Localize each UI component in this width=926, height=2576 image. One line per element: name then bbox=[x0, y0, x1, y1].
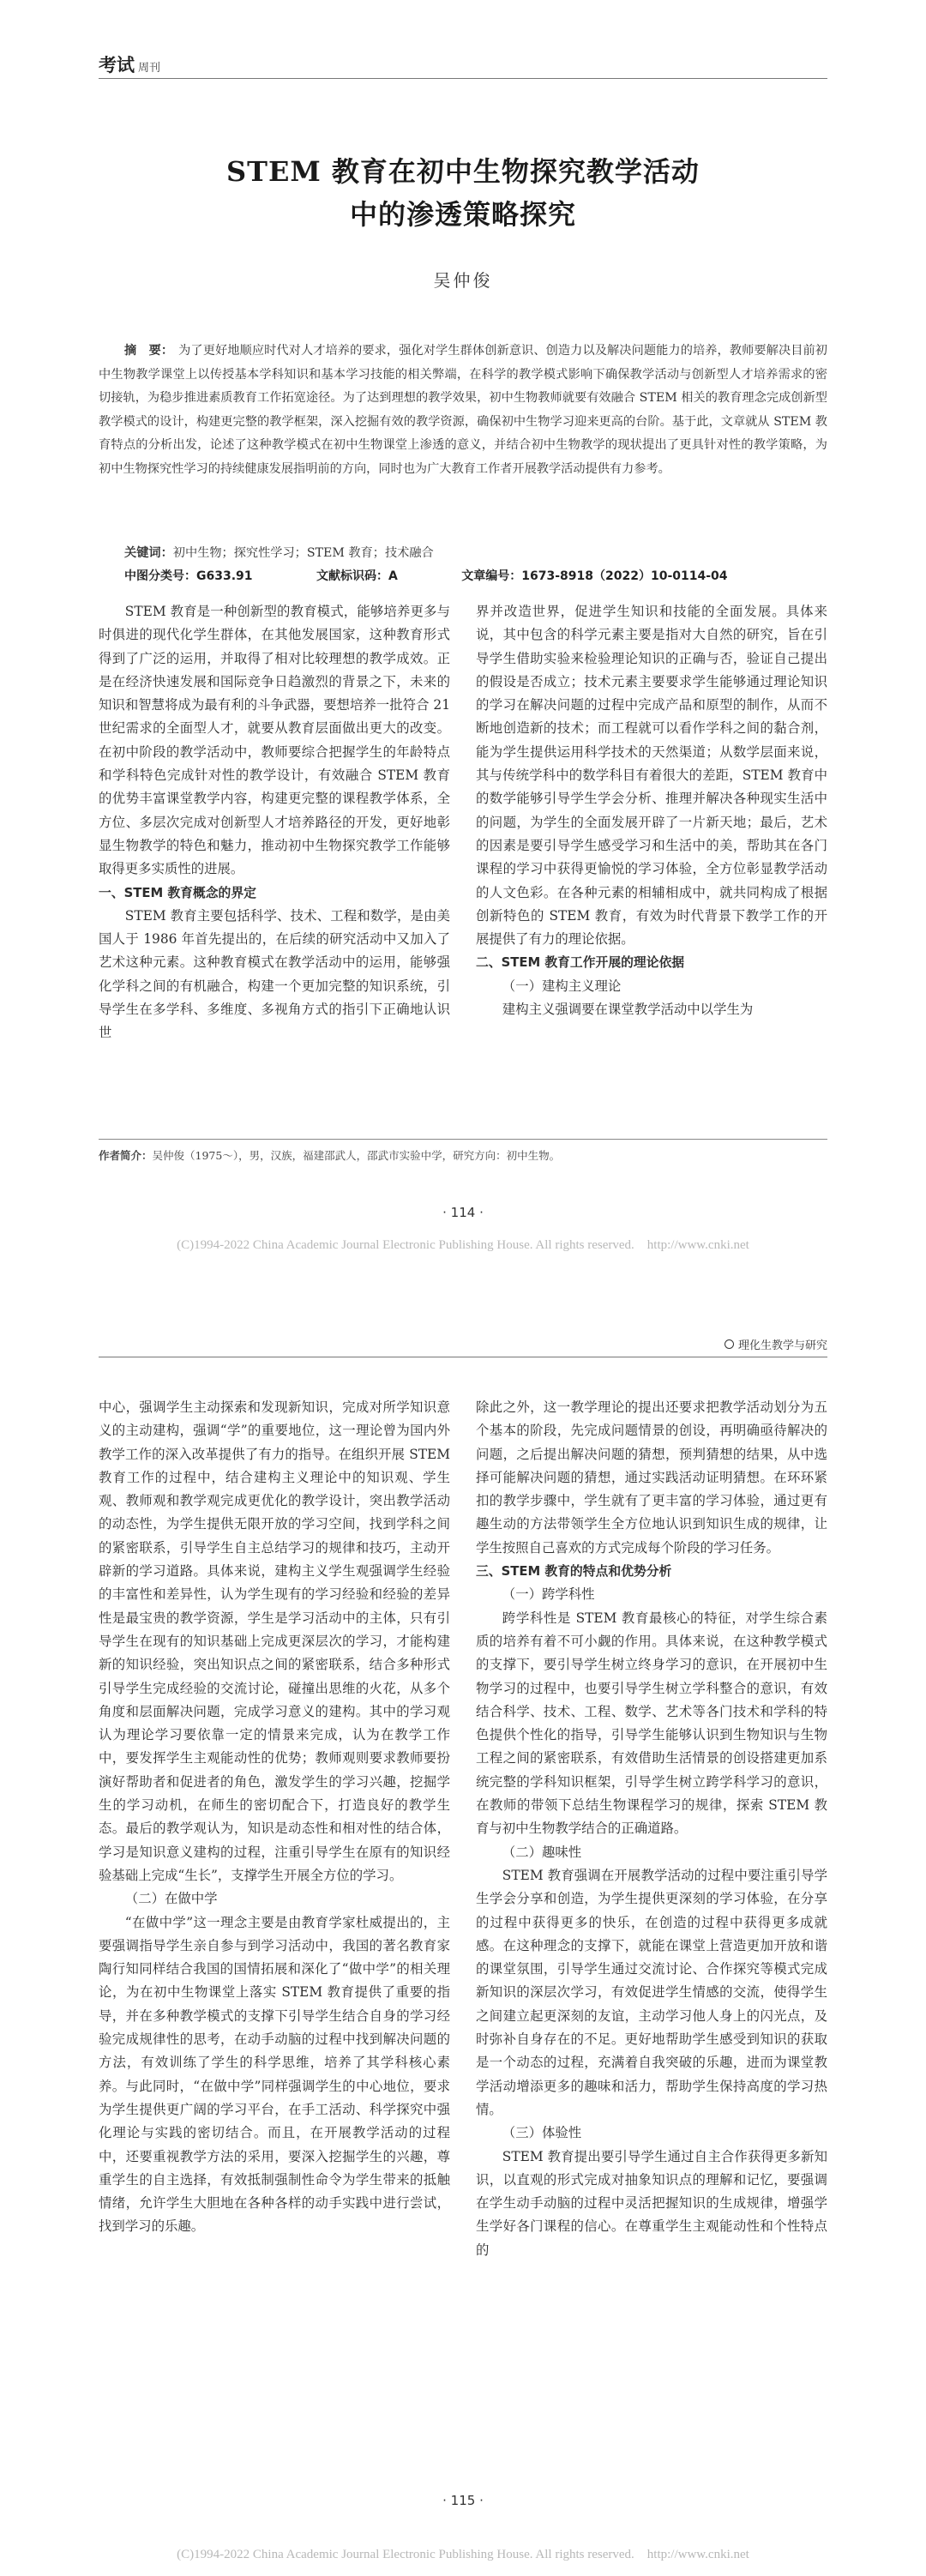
classification-line bbox=[124, 567, 788, 584]
section-heading: 二、STEM 教育工作开展的理论依据 bbox=[476, 955, 685, 971]
doc-code: 文献标识码：A bbox=[316, 569, 398, 583]
author-name: 吴仲俊 bbox=[433, 270, 493, 291]
paragraph: STEM 教育是一种创新型的教育模式，能够培养更多与时俱进的现代化学生群体，在其他发展国家，这种教育形式得到了广泛的运用，并取得了相对比较理想的教学成效。正是在经济快速发展和国际竞争日趋激烈的背景之下，未来的知识和智慧将成为最有利的斗争武器，要想培养一批符合 21 世纪需求的全面型人才，就要从教育层面做出更大的改变。在初中阶段的教学活动中，教师要综合把握学生的年龄特点和学科特色完成针对性的教学设计，有效融合 STEM 教育的优势丰富课堂教学内容，构建更完整的课程教学体系，全方位、多层次完成对创新型人才培养路径的开发，更好地彰显生物教学的特色和魅力，推动初中生物探究教学工作能够取得更多实质性的进展。 bbox=[99, 604, 450, 877]
class-number: 中图分类号：G633.91 bbox=[124, 569, 253, 583]
copyright-watermark: (C)1994-2022 China Academic Journal Electronic Publishing House. All rights reserved. http://www.cnki.net bbox=[177, 1238, 749, 1252]
paragraph: 建构主义强调要在课堂教学活动中以学生为 bbox=[502, 1002, 754, 1018]
title-line-1: STEM 教育在初中生物探究教学活动 bbox=[226, 155, 700, 188]
title-line-2: 中的渗透策略探究 bbox=[349, 198, 576, 231]
paragraph: 跨学科性是 STEM 教育最核心的特征，对学生综合素质的培养有着不可小觑的作用。具体来说，在这种教学模式的支撑下，要引导学生树立终身学习的意识，在开展初中生物学习的过程中，也要引导学生树立学科整合的意识，有效结合科学、技术、工程、数学、艺术等各门技术和学科的特色提供个性化的指导，引导学生能够认识到生物知识与生物工程之间的紧密联系，有效借助生活情景的创设搭建更加系统完整的学科知识框架，引导学生树立跨学科学习的意识，在教师的带领下总结生物课程学习的规律，探索 STEM 教育与初中生物教学结合的正确道路。 bbox=[476, 1610, 827, 1837]
paragraph: STEM 教育主要包括科学、技术、工程和数学，是由美国人于 1986 年首先提出的，在后续的研究活动中又加入了艺术这种元素。这种教育模式在教学活动中的运用，能够强化学科之间的有机融合，构建一个更加完整的知识系统，引导学生在多学科、多维度、多视角方式的指引下正确地认识世 bbox=[99, 907, 450, 1041]
subsection-heading: （一）跨学科性 bbox=[502, 1586, 595, 1603]
paragraph: “在做中学”这一理念主要是由教育学家杜威提出的，主要强调指导学生亲自参与到学习活动中，我国的著名教育家陶行知同样结合我国的国情拓展和深化了“做中学”的相关理论，为在初中生物课堂上落实 STEM 教育提供了重要的指导，并在多种教学模式的支撑下引导学生结合自身的学习经验完成规律性的思考，在动手动脑的过程中找到解决问题的方法，有效训练了学生的科学思维，培养了其学科核心素养。与此同时，“在做中学”同样强调学生的中心地位，要求为学生提供更广阔的学习平台，在手工活动、科学探究中强化理论与实践的密切结合。而且，在开展教学活动的过程中，还要重视教学方法的采用，要深入挖掘学生的兴趣，尊重学生的自主选择，有效抵制强制性命令为学生带来的抵触情绪，允许学生大胆地在各种各样的动手实践中进行尝试，找到学习的乐趣。 bbox=[99, 1914, 450, 2235]
body-column-right bbox=[476, 600, 827, 1021]
subsection-heading: （三）体验性 bbox=[502, 2125, 582, 2141]
author-footnote bbox=[99, 1147, 827, 1163]
paragraph: STEM 教育提出要引导学生通过自主合作获得更多新知识，以直观的形式完成对抽象知识点的理解和记忆，要强调在学生动手动脑的过程中灵活把握知识的生成规律，增强学生学好各门课程的信心。在尊重学生主观能动性和个性特点的 bbox=[476, 2148, 827, 2258]
footnote-rule bbox=[99, 1139, 827, 1140]
copyright-watermark: (C)1994-2022 China Academic Journal Electronic Publishing House. All rights reserved. http://www.cnki.net bbox=[177, 2548, 749, 2561]
abstract-label: 摘 要： bbox=[124, 344, 174, 358]
circle-icon bbox=[725, 1339, 734, 1349]
abstract bbox=[99, 340, 827, 481]
abstract-text: 为了更好地顺应时代对人才培养的要求，强化对学生群体创新意识、创造力以及解决问题能力的培养，教师要解决目前初中生物教学课堂上以传授基本学科知识和基本学习技能的相关弊端，在科学的教学模式影响下确保教学活动与创新型人才培养需求的密切接轨，为稳步推进素质教育工作拓宽途径。为了达到理想的教学效果，初中生物教师就要有效融合 STEM 相关的教育理念完成创新型教学模式的设计，构建更完整的教学框架，深入挖掘有效的教学资源，确保初中生物学习迎来更高的台阶。基于此，文章就从 STEM 教育特点的分析出发，论述了这种教学模式在初中生物课堂上渗透的意义，并结合初中生物教学的现状提出了更具针对性的教学策略，为初中生物探究性学习的持续健康发展指明前的方向，同时也为广大教育工作者开展教学活动提供有力参考。 bbox=[99, 344, 827, 476]
paragraph: STEM 教育强调在开展教学活动的过程中要注重引导学生学会分享和创造，为学生提供更深刻的学习体验，在分享的过程中获得更多的快乐，在创造的过程中获得更多成就感。在这种理念的支撑下，就能在课堂上营造更加开放和谐的课堂氛围，引导学生通过交流讨论、合作探究等模式完成新知识的深层次学习，有效促进学生情感的交流，使得学生之间建立起更深刻的友谊，主动学习他人身上的闪光点，及时弥补自身存在的不足。更好地帮助学生感受到知识的获取是一个动态的过程，充满着自我突破的乐趣，进而为课堂教学活动增添更多的趣味和活力，帮助学生保持高度的学习热情。 bbox=[476, 1867, 827, 2117]
keywords bbox=[124, 544, 827, 561]
journal-name: 考试 bbox=[99, 55, 135, 75]
journal-sub: 周刊 bbox=[138, 62, 161, 75]
body-column-left bbox=[99, 600, 450, 1045]
page-number: · 115 · bbox=[442, 2493, 484, 2508]
header-rule bbox=[99, 78, 827, 79]
subsection-heading: （一）建构主义理论 bbox=[502, 978, 622, 994]
footnote-label: 作者简介： bbox=[99, 1149, 153, 1162]
subsection-heading: （二）趣味性 bbox=[502, 1844, 582, 1860]
body-column-left bbox=[99, 1396, 450, 2239]
page-115 bbox=[0, 1288, 926, 2576]
paragraph: 界并改造世界，促进学生知识和技能的全面发展。具体来说，其中包含的科学元素主要是指对大自然的研究，旨在引导学生借助实验来检验理论知识的正确与否，验证自己提出的假设是否成立；技术元素主要要求学生能够通过理论知识的学习在解决问题的过程中完成产品和原型的制作，从而不断地创造新的技术；而工程就可以看作学科之间的黏合剂，能为学生提供运用科学技术的天然渠道；从数学层面来说，其与传统学科中的数学科目有着很大的差距，STEM 教育中的数学能够引导学生学会分析、推理并解决各种现实生活中的问题，为学生的全面发展开辟了一片新天地；最后，艺术的因素是要引导学生感受学习和生活中的美，帮助其在各门课程的学习中获得更愉悦的学习体验，全方位彰显教学活动的人文色彩。在各种元素的相辅相成中，就共同构成了根据创新特色的 STEM 教育，有效为时代背景下教学工作的开展提供了有力的理论依据。 bbox=[476, 604, 827, 948]
keywords-label: 关键词： bbox=[124, 546, 173, 560]
keywords-text: 初中生物；探究性学习；STEM 教育；技术融合 bbox=[172, 546, 434, 560]
article-number: 文章编号：1673-8918（2022）10-0114-04 bbox=[461, 569, 728, 583]
paragraph: 除此之外，这一教学理论的提出还要求把教学活动划分为五个基本的阶段，先完成问题情景的创设，再明确亟待解决的问题，之后提出解决问题的猜想，预判猜想的结果，从中选择可能解决问题的猜想，通过实践活动证明猜想。在环环紧扣的教学步骤中，学生就有了更丰富的学习体验，通过更有趣生动的方法带领学生全方位地认识到知识生成的规律，让学生按照自己喜欢的方式完成每个阶段的学习任务。 bbox=[476, 1399, 827, 1556]
subsection-heading: （二）在做中学 bbox=[124, 1891, 218, 1907]
section-heading: 三、STEM 教育的特点和优势分析 bbox=[476, 1564, 672, 1580]
journal-masthead bbox=[99, 51, 160, 77]
body-column-right bbox=[476, 1396, 827, 2262]
paragraph: 中心，强调学生主动探索和发现新知识，完成对所学知识意义的主动建构，强调“学”的重要地位，这一理论曾为国内外教学工作的深入改革提供了有力的指导。在组织开展 STEM 教育工作的过程中，结合建构主义理论中的知识观、学生观、教师观和教学观完成更优化的教学设计，突出教学活动的动态性，为学生提供无限开放的学习空间，找到学科之间的紧密联系，引导学生自主总结学习的规律和技巧，主动开辟新的学习道路。具体来说，建构主义学生观强调学生经验的丰富性和差异性，认为学生现有的学习经验和经验的差异性是最宝贵的教学资源，学生是学习活动中的主体，只有引导学生在现有的知识基础上完成更深层次的学习，才能构建新的知识经验，突出知识点之间的紧密联系，结合多种形式引导学生完成经验的交流讨论，碰撞出思维的火花，从多个角度和层面解决问题，完成学习意义的建构。其中的学习观认为理论学习要依靠一定的情景来完成，认为在教学工作中，要发挥学生主观能动性的优势；教师观则要求教师要扮演好帮助者和促进者的角色，激发学生的学习兴趣，挖掘学生的学习动机，在师生的密切配合下，打造良好的教学生态。最后的教学观认为，知识是动态性和相对性的结合体，学习是知识意义建构的过程，注重引导学生在原有的知识经验基础上完成“生长”，支撑学生开展全方位的学习。 bbox=[99, 1399, 450, 1883]
section-heading: 一、STEM 教育概念的界定 bbox=[99, 885, 256, 900]
section-masthead bbox=[725, 1336, 827, 1352]
article-title bbox=[99, 150, 827, 236]
page-number: · 114 · bbox=[442, 1205, 484, 1220]
section-name: 理化生教学与研究 bbox=[737, 1339, 827, 1352]
footnote-text: 吴仲俊（1975～），男，汉族，福建邵武人，邵武市实验中学，研究方向：初中生物。 bbox=[152, 1149, 561, 1162]
